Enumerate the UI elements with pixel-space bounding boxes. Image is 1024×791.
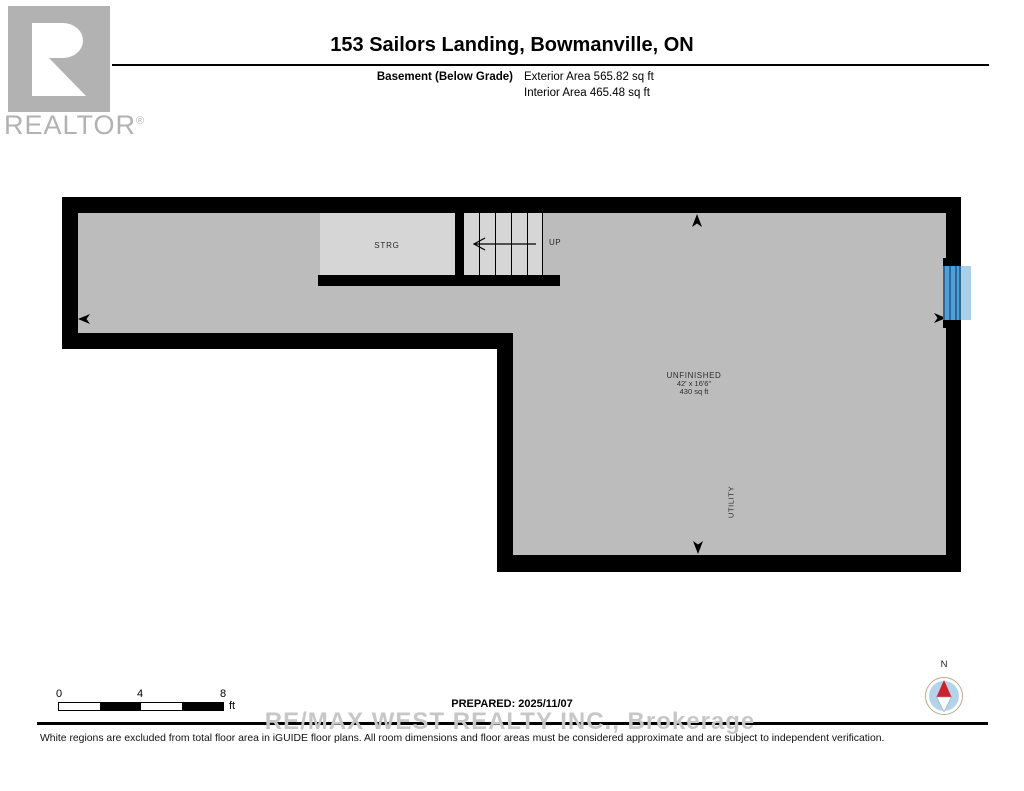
title-divider	[112, 64, 989, 66]
unfinished-room-floor	[513, 333, 946, 555]
brokerage-watermark: RE/MAX WEST REALTY INC., Brokerage	[264, 708, 756, 735]
wall-stair-divider	[455, 213, 463, 275]
window-icon	[943, 266, 961, 320]
scale-bar	[58, 702, 224, 711]
scale-segment	[182, 703, 223, 710]
room-area: 430 sq ft	[679, 387, 709, 396]
window-cap-bottom	[943, 320, 961, 328]
scale-tick-8: 8	[219, 688, 227, 700]
arrow-down-icon	[693, 541, 703, 559]
compass-icon	[924, 676, 964, 721]
wall-left	[62, 197, 78, 349]
wall-room-left	[497, 333, 513, 572]
storage-label: STRG	[374, 241, 400, 250]
scale-segment	[59, 703, 100, 710]
scale-segment	[141, 703, 182, 710]
exterior-area: Exterior Area 565.82 sq ft	[524, 71, 654, 83]
utility-label: UTILITY	[726, 485, 736, 519]
stairs-up-label: UP	[549, 238, 562, 247]
arrow-left-icon	[78, 311, 90, 329]
scale-unit-label: ft	[229, 700, 236, 712]
wall-corridor-bottom	[62, 333, 513, 349]
scale-tick-4: 4	[136, 688, 144, 700]
interior-area: Interior Area 465.48 sq ft	[524, 87, 650, 99]
floor-label: Basement (Below Grade)	[376, 71, 513, 83]
wall-right	[946, 197, 961, 572]
wall-top	[62, 197, 961, 213]
stair-direction-arrow-icon	[466, 236, 540, 257]
window-exterior-sill	[961, 266, 971, 320]
registered-mark: ®	[136, 115, 146, 127]
realtor-logo-icon	[8, 6, 110, 117]
wall-bottom	[497, 555, 961, 572]
prepared-date: PREPARED: 2025/11/07	[451, 698, 573, 710]
scale-segment	[100, 703, 141, 710]
window-cap-top	[943, 258, 961, 266]
disclaimer-text: White regions are excluded from total floor area in iGUIDE floor plans. All room dimensions and floor areas must be considered approximate and are subject to independent verification.	[40, 733, 885, 744]
room-name: UNFINISHED	[666, 371, 722, 380]
realtor-logo-text: REALTOR®	[4, 110, 146, 140]
scale-tick-0: 0	[55, 688, 63, 700]
room-dimensions: 42' x 16'6"	[676, 379, 712, 388]
page-title: 153 Sailors Landing, Bowmanville, ON	[330, 34, 694, 56]
unfinished-room-label	[614, 372, 774, 396]
arrow-up-icon	[692, 214, 702, 232]
compass-north-label: N	[940, 659, 948, 670]
wall-under-stairs	[318, 275, 560, 286]
